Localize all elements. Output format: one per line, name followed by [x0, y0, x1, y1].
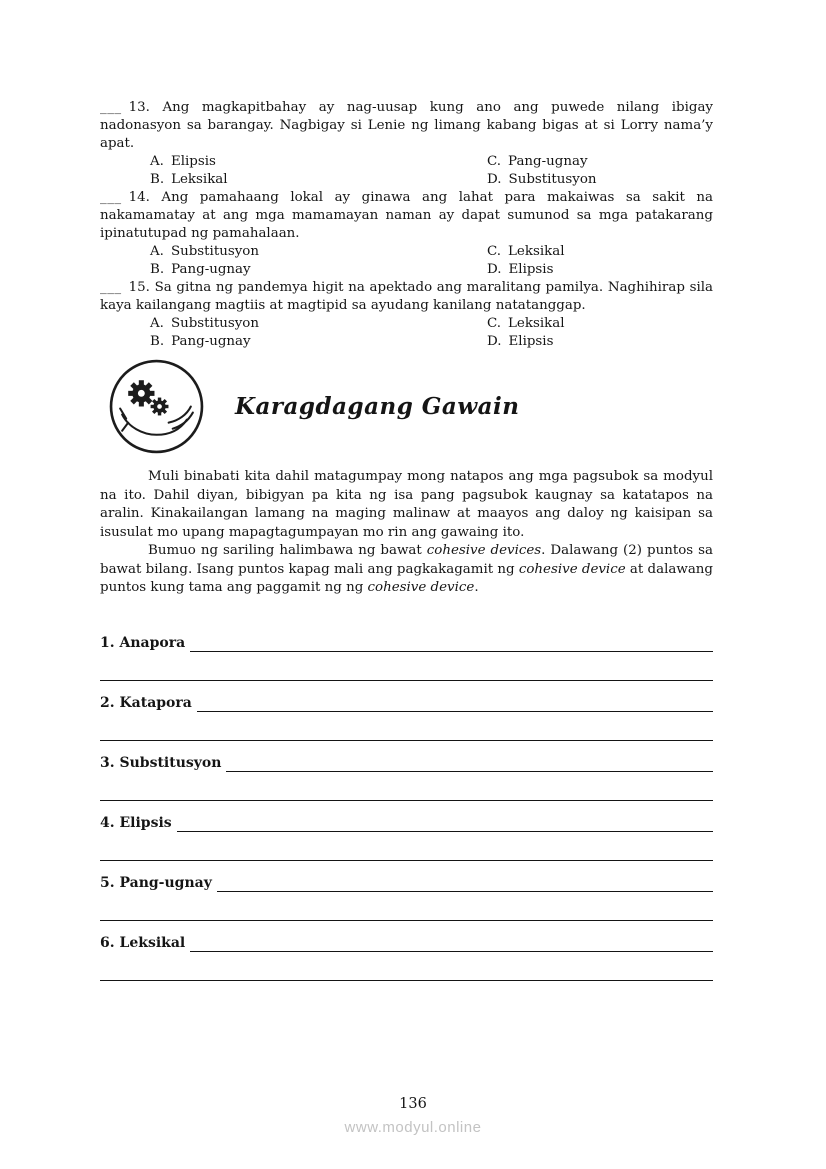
question-body: 13. Ang magkapitbahay ay nag-uusap kung ano ang puwede nilang ibigay nadonasyon sa barangay. Nagbigay si Lenie ng limang kabang bigas at si Lorry nama’y apat. [100, 100, 713, 151]
answer-line [190, 636, 713, 652]
worksheet-item-row [100, 814, 713, 832]
option-d [487, 171, 597, 189]
gears-in-hand-icon [108, 358, 205, 455]
question-13 [100, 99, 713, 189]
answer-line [177, 816, 713, 832]
options-row [100, 261, 713, 279]
answer-line [100, 952, 713, 981]
worksheet-item-label: 4. Elipsis [100, 814, 172, 831]
option-label: Elipsis [170, 154, 216, 169]
answer-line [100, 712, 713, 741]
questions-section [100, 99, 713, 351]
answer-line [190, 936, 713, 952]
worksheet-item-pang-ugnay [100, 874, 713, 921]
option-label: Leksikal [171, 172, 228, 187]
text-segment: at dalawang puntos kung tama ang paggamit ng ng [100, 561, 714, 595]
watermark: www.modyul.online [344, 1119, 482, 1136]
options-row [100, 243, 713, 261]
worksheet-item-label: 1. Anapora [100, 634, 186, 651]
answer-line [100, 652, 713, 681]
option-label: Substitusyon [170, 316, 259, 331]
option-letter: C. [487, 316, 502, 331]
options-row [100, 153, 713, 171]
question-text [100, 189, 713, 243]
answer-line [226, 756, 713, 772]
text-segment: . [474, 580, 479, 595]
option-label: Pang-ugnay [171, 334, 251, 349]
worksheet-item-row [100, 874, 713, 892]
option-b [150, 171, 487, 189]
option-d [487, 261, 553, 279]
option-letter: A. [150, 244, 164, 259]
option-letter: B. [150, 262, 165, 277]
options-row [100, 315, 713, 333]
option-label: Leksikal [508, 244, 565, 259]
text-segment: Bumuo ng sariling halimbawa ng bawat [148, 543, 427, 558]
activity-intro-paragraph: Muli binabati kita dahil matagumpay mong natapos ang mga pagsubok sa modyul na ito. Dahil diyan, bibigyan pa kita ng isa pang pagsubok kaugnay sa katatapos na aralin. Kinakailangan lamang na maging malinaw at maayos ang daloy ng kaisipan sa isusulat mo upang mapagtagumpayan mo rin ang gawaing ito. [100, 469, 713, 540]
option-b [150, 261, 487, 279]
page-content [100, 99, 713, 994]
option-a [150, 243, 487, 261]
option-letter: D. [487, 262, 502, 277]
option-label: Elipsis [508, 262, 554, 277]
worksheet-item-row [100, 694, 713, 712]
answer-blank: ___ [100, 190, 122, 205]
worksheet-item-leksikal [100, 934, 713, 981]
worksheet-item-row [100, 634, 713, 652]
answer-line [100, 892, 713, 921]
question-text [100, 279, 713, 315]
worksheet-item-elipsis [100, 814, 713, 861]
question-text [100, 99, 713, 153]
option-letter: B. [150, 334, 165, 349]
text-segment-italic: cohesive devices [426, 543, 542, 558]
option-c [487, 243, 565, 261]
option-c [487, 315, 565, 333]
option-label: Leksikal [508, 316, 565, 331]
worksheet-item-row [100, 934, 713, 952]
activity-instructions-paragraph [100, 542, 713, 598]
text-segment-italic: cohesive device [518, 561, 626, 577]
worksheet-item-katapora [100, 694, 713, 741]
worksheet-item-label: 5. Pang-ugnay [100, 874, 212, 891]
page-number: 136 [399, 1096, 427, 1112]
question-14 [100, 189, 713, 279]
option-label: Pang-ugnay [508, 154, 588, 169]
option-a [150, 315, 487, 333]
worksheet-item-anapora [100, 634, 713, 681]
worksheet-item-label: 6. Leksikal [100, 934, 186, 951]
worksheet-item-label: 2. Katapora [100, 694, 192, 711]
worksheet-item-substitusyon [100, 754, 713, 801]
option-label: Pang-ugnay [171, 262, 251, 277]
section-title: Karagdagang Gawain [235, 392, 520, 420]
option-letter: A. [150, 154, 164, 169]
worksheet-item-label: 3. Substitusyon [100, 754, 222, 771]
option-letter: A. [150, 316, 164, 331]
question-body: 15. Sa gitna ng pandemya higit na apektado ang maralitang pamilya. Naghihirap sila kaya kailangang magtiis at magtipid sa ayudang kanilang natatanggap. [100, 280, 713, 313]
option-d [487, 333, 553, 351]
option-a [150, 153, 487, 171]
option-b [150, 333, 487, 351]
option-label: Substitusyon [508, 172, 597, 187]
options-row [100, 171, 713, 189]
answer-line [197, 696, 713, 712]
option-letter: B. [150, 172, 165, 187]
option-letter: C. [487, 244, 502, 259]
text-segment: . Dalawang (2) puntos sa bawat bilang. Isang puntos kapag mali ang pagkakagamit ng [100, 543, 713, 577]
question-body: 14. Ang pamahaang lokal ay ginawa ang lahat para makaiwas sa sakit na nakamamatay at ang mga mamamayan naman ay dapat sumunod sa mga patakarang ipinatutupad ng pamahalaan. [100, 190, 713, 241]
option-label: Elipsis [508, 334, 554, 349]
activity-section-header [108, 356, 713, 456]
answer-line [100, 772, 713, 801]
options-row [100, 333, 713, 351]
worksheet-section [100, 634, 713, 981]
answer-line [100, 832, 713, 861]
answer-line [217, 876, 713, 892]
answer-blank: ___ [100, 100, 122, 115]
worksheet-item-row [100, 754, 713, 772]
option-letter: D. [487, 334, 502, 349]
option-letter: C. [487, 154, 502, 169]
answer-blank: ___ [100, 280, 122, 295]
question-15 [100, 279, 713, 351]
option-letter: D. [487, 172, 502, 187]
option-c [487, 153, 588, 171]
option-label: Substitusyon [170, 244, 259, 259]
text-segment-italic: cohesive device [367, 580, 475, 595]
